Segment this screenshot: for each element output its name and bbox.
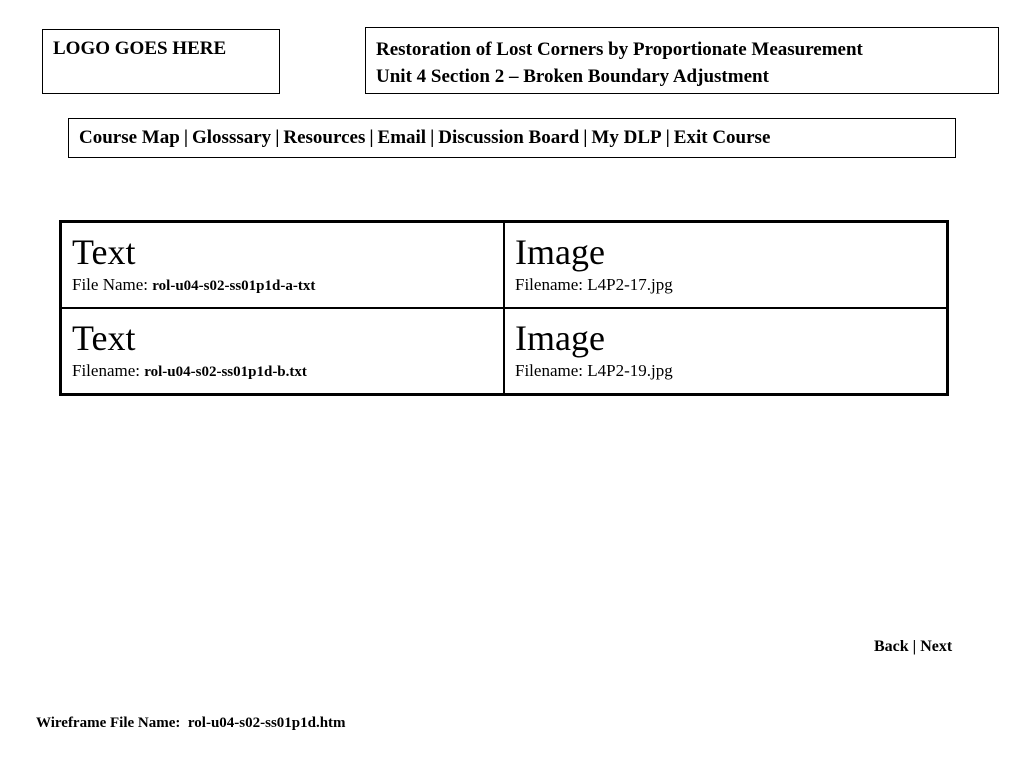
file-label: Filename: [515, 275, 588, 294]
nav-discussion-board-link[interactable]: Discussion Board [438, 127, 580, 148]
section-title: Unit 4 Section 2 – Broken Boundary Adjustment [376, 66, 769, 87]
nav-separator: | [665, 127, 670, 148]
nav-glossary-link[interactable]: Glosssary [192, 127, 272, 148]
image-cell [504, 222, 948, 309]
file-value: rol-u04-s02-ss01p1d-a-txt [152, 278, 316, 294]
nav-separator: | [369, 127, 374, 148]
page-title-box [365, 27, 999, 94]
cell-heading: Image [515, 232, 605, 272]
file-label: Filename: [515, 361, 588, 380]
file-value: L4P2-17.jpg [587, 275, 673, 294]
table-row [61, 308, 948, 395]
course-nav-bar [68, 118, 956, 158]
nav-separator: | [430, 127, 435, 148]
nav-course-map-link[interactable]: Course Map [79, 127, 180, 148]
wireframe-value: rol-u04-s02-ss01p1d.htm [187, 715, 346, 731]
wireframe-label: Wireframe File Name: [36, 715, 188, 731]
nav-my-dlp-link[interactable]: My DLP [591, 127, 662, 148]
cell-heading: Image [515, 318, 605, 358]
file-value: rol-u04-s02-ss01p1d-b.txt [144, 364, 307, 380]
logo-placeholder [42, 29, 280, 94]
file-name-line [515, 275, 936, 295]
course-title: Restoration of Lost Corners by Proportionate Measurement [376, 39, 863, 60]
wireframe-filename [36, 715, 346, 732]
file-label: File Name: [72, 275, 153, 294]
cell-heading: Text [72, 232, 136, 272]
page-nav [874, 638, 952, 656]
file-label: Filename: [72, 361, 145, 380]
nav-email-link[interactable]: Email [377, 127, 427, 148]
file-name-line [515, 361, 936, 381]
back-link[interactable]: Back [874, 638, 909, 655]
text-cell [61, 222, 505, 309]
cell-heading: Text [72, 318, 136, 358]
table-row [61, 222, 948, 309]
logo-text: LOGO GOES HERE [53, 38, 227, 59]
text-cell [61, 308, 505, 395]
content-layout-table [59, 220, 949, 396]
file-name-line [72, 361, 493, 381]
nav-separator: | [275, 127, 280, 148]
nav-separator: | [183, 127, 188, 148]
nav-separator: | [583, 127, 588, 148]
image-cell [504, 308, 948, 395]
footer-separator: | [912, 638, 917, 655]
nav-resources-link[interactable]: Resources [283, 127, 366, 148]
nav-exit-course-link[interactable]: Exit Course [673, 127, 771, 148]
file-name-line [72, 275, 493, 295]
next-link[interactable]: Next [920, 638, 953, 655]
file-value: L4P2-19.jpg [587, 361, 673, 380]
